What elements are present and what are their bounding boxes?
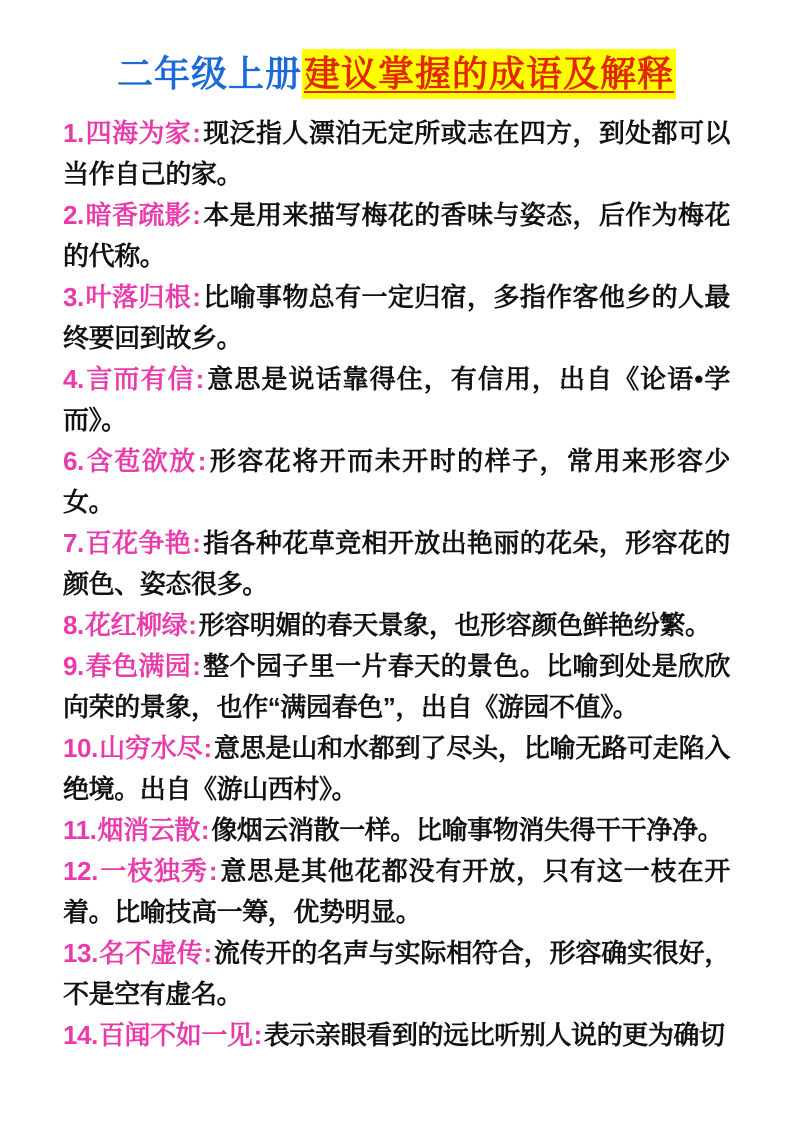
idiom-definition: 形容明媚的春天景象，也形容颜色鲜艳纷繁。 bbox=[198, 610, 711, 640]
colon-separator: : bbox=[192, 528, 201, 558]
idiom-definition: 比喻事物总有一定归宿，多指作客他乡的人最终要回到故乡。 bbox=[63, 282, 730, 353]
item-number: 10. bbox=[63, 733, 98, 763]
idiom-label bbox=[63, 733, 214, 763]
item-number: 8. bbox=[63, 610, 84, 640]
idiom-definition: 像烟云消散一样。比喻事物消失得干干净净。 bbox=[211, 815, 724, 845]
idiom-item bbox=[63, 933, 730, 1015]
idiom-label bbox=[63, 200, 202, 230]
idiom-label bbox=[63, 651, 202, 681]
idiom-definition: 现泛指人漂泊无定所或志在四方，到处都可以当作自己的家。 bbox=[63, 118, 730, 189]
idiom-item bbox=[63, 195, 730, 277]
idiom-label bbox=[63, 856, 219, 886]
idiom-definition: 意思是其他花都没有开放，只有这一枝在开着。比喻技高一筹，优势明显。 bbox=[63, 856, 730, 927]
idiom-item bbox=[63, 113, 730, 195]
idiom-name: 含苞欲放 bbox=[84, 446, 197, 476]
idiom-name: 百花争艳 bbox=[84, 528, 192, 558]
item-number: 3. bbox=[63, 282, 84, 312]
idiom-label bbox=[63, 528, 202, 558]
idiom-label bbox=[63, 282, 202, 312]
colon-separator: : bbox=[195, 364, 204, 394]
idiom-definition: 意思是说话靠得住，有信用，出自《论语•学而》。 bbox=[63, 364, 730, 435]
colon-separator: : bbox=[192, 282, 201, 312]
colon-separator: : bbox=[203, 938, 212, 968]
idiom-name: 一枝独秀 bbox=[98, 856, 208, 886]
idiom-list bbox=[63, 113, 730, 1056]
idiom-item bbox=[63, 646, 730, 728]
item-number: 4. bbox=[63, 364, 84, 394]
colon-separator: : bbox=[208, 856, 218, 886]
colon-separator: : bbox=[197, 446, 206, 476]
idiom-item bbox=[63, 1015, 730, 1056]
idiom-name: 百闻不如一见 bbox=[98, 1020, 253, 1050]
item-number: 2. bbox=[63, 200, 84, 230]
title-grade-label: 二年级上册 bbox=[116, 53, 302, 94]
idiom-definition: 整个园子里一片春天的景色。比喻到处是欣欣向荣的景象，也作“满园春色”，出自《游园不值》。 bbox=[63, 651, 730, 722]
idiom-definition: 指各种花草竞相开放出艳丽的花朵，形容花的颜色、姿态很多。 bbox=[63, 528, 730, 599]
item-number: 14. bbox=[63, 1020, 98, 1050]
idiom-item bbox=[63, 851, 730, 933]
item-number: 13. bbox=[63, 938, 98, 968]
idiom-definition: 流传开的名声与实际相符合，形容确实很好，不是空有虚名。 bbox=[63, 938, 730, 1009]
idiom-label bbox=[63, 815, 211, 845]
title-subject-label: 建议掌握的成语及解释 bbox=[302, 49, 676, 99]
idiom-item bbox=[63, 728, 730, 810]
idiom-name: 暗香疏影 bbox=[84, 200, 192, 230]
idiom-label bbox=[63, 446, 208, 476]
idiom-definition: 形容花将开而未开时的样子，常用来形容少女。 bbox=[63, 446, 731, 517]
idiom-item bbox=[63, 359, 730, 441]
idiom-name: 名不虚传 bbox=[98, 938, 203, 968]
item-number: 11. bbox=[63, 815, 97, 845]
colon-separator: : bbox=[203, 733, 212, 763]
item-number: 6. bbox=[63, 446, 84, 476]
colon-separator: : bbox=[200, 815, 210, 845]
idiom-name: 言而有信 bbox=[84, 364, 195, 394]
item-number: 7. bbox=[63, 528, 84, 558]
colon-separator: : bbox=[192, 200, 201, 230]
idiom-item bbox=[63, 810, 730, 851]
idiom-item bbox=[63, 441, 730, 523]
idiom-definition: 意思是山和水都到了尽头，比喻无路可走陷入绝境。出自《游山西村》。 bbox=[63, 733, 730, 804]
idiom-item bbox=[63, 277, 730, 359]
item-number: 12. bbox=[63, 856, 98, 886]
colon-separator: : bbox=[188, 610, 197, 640]
idiom-item bbox=[63, 523, 730, 605]
idiom-name: 叶落归根 bbox=[84, 282, 192, 312]
idiom-name: 四海为家 bbox=[84, 118, 192, 148]
item-number: 9. bbox=[63, 651, 84, 681]
idiom-name: 烟消云散 bbox=[97, 815, 200, 845]
item-number: 1. bbox=[63, 118, 84, 148]
idiom-label bbox=[63, 1020, 264, 1050]
idiom-label bbox=[63, 610, 199, 640]
page-title bbox=[63, 50, 730, 98]
colon-separator: : bbox=[192, 118, 201, 148]
colon-separator: : bbox=[253, 1020, 262, 1050]
idiom-name: 花红柳绿 bbox=[84, 610, 188, 640]
idiom-definition: 表示亲眼看到的远比听别人说的更为确切 bbox=[263, 1020, 725, 1050]
idiom-name: 山穷水尽 bbox=[98, 733, 203, 763]
idiom-definition: 本是用来描写梅花的香味与姿态，后作为梅花的代称。 bbox=[63, 200, 730, 271]
idiom-label bbox=[63, 118, 202, 148]
colon-separator: : bbox=[192, 651, 201, 681]
idiom-label bbox=[63, 938, 214, 968]
idiom-name: 春色满园 bbox=[84, 651, 192, 681]
idiom-label bbox=[63, 364, 206, 394]
idiom-item bbox=[63, 605, 730, 646]
